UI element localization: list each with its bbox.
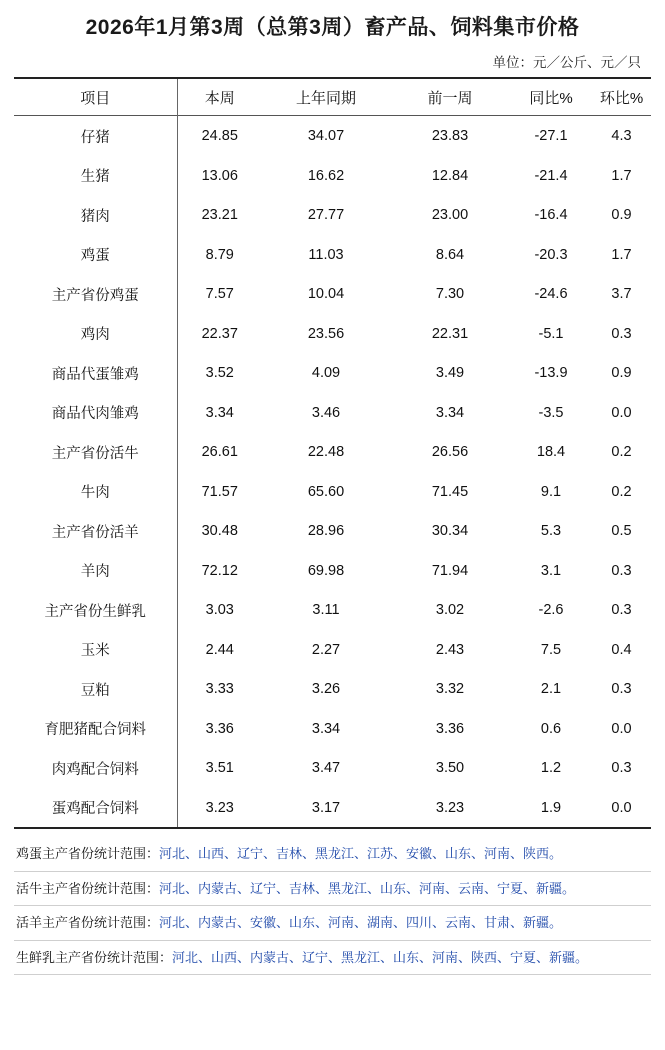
- cell-mom: 0.2: [611, 483, 632, 500]
- cell-prev-week: 71.45: [431, 483, 469, 500]
- footnote-value: 河北、山西、内蒙古、辽宁、黑龙江、山东、河南、陕西、宁夏、新疆。: [172, 949, 589, 965]
- cell-mom: 0.2: [611, 444, 632, 461]
- cell-prev-week: 7.30: [435, 286, 465, 303]
- footnote-value: 河北、山西、辽宁、吉林、黑龙江、江苏、安徽、山东、河南、陕西。: [159, 846, 563, 862]
- cell-prev-week: 23.83: [431, 128, 469, 145]
- cell-last-year: 22.48: [307, 444, 345, 461]
- cell-last-year: 27.77: [307, 207, 345, 224]
- table-row: [14, 630, 651, 670]
- cell-yoy: -13.9: [534, 365, 568, 382]
- cell-item: 主产省份活牛: [51, 445, 139, 462]
- table-row: [14, 669, 651, 709]
- table-row: [14, 353, 651, 393]
- cell-last-year: 28.96: [307, 523, 345, 540]
- column-header-prev-week: 前一周: [427, 89, 473, 107]
- table-row: [14, 551, 651, 591]
- footnotes: [14, 837, 651, 975]
- footnote-cattle: [14, 872, 651, 907]
- cell-prev-week: 3.34: [435, 404, 465, 421]
- cell-item: 羊肉: [80, 564, 110, 581]
- cell-yoy: 5.3: [540, 523, 562, 540]
- table-row: [14, 274, 651, 314]
- cell-last-year: 34.07: [307, 128, 345, 145]
- table-row: [14, 709, 651, 749]
- table-row: [14, 314, 651, 354]
- table-row: [14, 472, 651, 512]
- cell-last-year: 10.04: [307, 286, 345, 303]
- cell-last-year: 3.34: [311, 720, 341, 737]
- cell-item: 商品代蛋雏鸡: [51, 366, 139, 383]
- cell-week: 23.21: [177, 195, 262, 235]
- cell-prev-week: 3.23: [435, 799, 465, 816]
- cell-week: 24.85: [177, 116, 262, 156]
- cell-mom: 0.0: [611, 720, 632, 737]
- cell-last-year: 16.62: [307, 167, 345, 184]
- cell-mom: 0.3: [611, 602, 632, 619]
- cell-item: 主产省份活羊: [51, 524, 139, 541]
- price-table: [14, 77, 651, 829]
- cell-prev-week: 3.02: [435, 602, 465, 619]
- cell-week: 71.57: [177, 472, 262, 512]
- cell-yoy: -3.5: [538, 404, 564, 421]
- cell-item: 主产省份鸡蛋: [51, 287, 139, 304]
- cell-last-year: 3.47: [311, 760, 341, 777]
- cell-prev-week: 23.00: [431, 207, 469, 224]
- cell-yoy: -27.1: [534, 128, 568, 145]
- cell-mom: 4.3: [611, 128, 632, 145]
- cell-yoy: 2.1: [540, 681, 562, 698]
- cell-prev-week: 30.34: [431, 523, 469, 540]
- table-row: [14, 511, 651, 551]
- cell-week: 72.12: [177, 551, 262, 591]
- cell-prev-week: 22.31: [431, 325, 469, 342]
- cell-week: 3.51: [177, 748, 262, 788]
- table-row: [14, 788, 651, 829]
- cell-prev-week: 3.50: [435, 760, 465, 777]
- footnote-label: 鸡蛋主产省份统计范围：: [16, 846, 160, 862]
- column-header-yoy: 同比%: [529, 89, 573, 107]
- cell-item: 商品代肉雏鸡: [51, 406, 139, 423]
- cell-prev-week: 8.64: [435, 246, 465, 263]
- cell-item: 玉米: [80, 643, 110, 660]
- column-header-last-year: 上年同期: [295, 89, 356, 107]
- table-row: [14, 116, 651, 156]
- cell-item: 生猪: [80, 169, 110, 186]
- cell-mom: 0.0: [611, 404, 632, 421]
- cell-yoy: -5.1: [538, 325, 564, 342]
- unit-note: 单位：元／公斤、元／只: [492, 55, 641, 71]
- cell-prev-week: 3.49: [435, 365, 465, 382]
- footnote-value: 河北、内蒙古、安徽、山东、河南、湖南、四川、云南、甘肃、新疆。: [159, 915, 563, 931]
- cell-yoy: 7.5: [540, 641, 562, 658]
- table-row: [14, 432, 651, 472]
- cell-item: 肉鸡配合饲料: [51, 761, 139, 778]
- page-title: 2026年1月第3周（总第3周）畜产品、饲料集市价格: [85, 16, 580, 39]
- table-row: [14, 195, 651, 235]
- footnote-egg: [14, 837, 651, 872]
- cell-item: 育肥猪配合饲料: [44, 722, 146, 739]
- footnote-label: 活羊主产省份统计范围：: [16, 915, 160, 931]
- cell-mom: 0.3: [611, 681, 632, 698]
- cell-week: 26.61: [177, 432, 262, 472]
- header-row: [14, 78, 651, 116]
- cell-item: 鸡蛋: [80, 248, 110, 265]
- cell-yoy: 1.2: [540, 760, 562, 777]
- cell-last-year: 11.03: [308, 246, 344, 263]
- cell-mom: 0.4: [611, 641, 632, 658]
- cell-last-year: 3.11: [312, 602, 340, 619]
- cell-item: 豆粕: [80, 682, 110, 699]
- cell-yoy: -20.3: [534, 246, 568, 263]
- cell-week: 3.03: [177, 590, 262, 630]
- cell-mom: 0.0: [611, 799, 632, 816]
- cell-week: 7.57: [177, 274, 262, 314]
- cell-prev-week: 3.32: [435, 681, 465, 698]
- column-header-mom: 环比%: [599, 89, 644, 107]
- cell-prev-week: 12.84: [431, 167, 469, 184]
- cell-week: 3.23: [177, 788, 262, 829]
- cell-prev-week: 71.94: [431, 562, 469, 579]
- table-header: [14, 78, 651, 116]
- footnote-milk: [14, 941, 651, 976]
- cell-week: 3.52: [177, 353, 262, 393]
- cell-prev-week: 3.36: [435, 720, 465, 737]
- cell-last-year: 4.09: [311, 365, 341, 382]
- cell-mom: 0.3: [611, 562, 632, 579]
- cell-prev-week: 2.43: [435, 641, 465, 658]
- cell-item: 牛肉: [80, 485, 110, 502]
- table-body: [14, 116, 651, 829]
- column-header-week: 本周: [177, 78, 262, 116]
- cell-last-year: 3.17: [311, 799, 341, 816]
- footnote-label: 生鲜乳主产省份统计范围：: [16, 949, 173, 965]
- cell-yoy: 18.4: [536, 444, 566, 461]
- table-row: [14, 156, 651, 196]
- cell-yoy: 9.1: [540, 483, 562, 500]
- cell-mom: 0.5: [611, 523, 632, 540]
- cell-last-year: 2.27: [311, 641, 341, 658]
- cell-week: 8.79: [177, 235, 262, 275]
- cell-yoy: -2.6: [538, 602, 564, 619]
- cell-last-year: 69.98: [307, 562, 345, 579]
- cell-week: 13.06: [177, 156, 262, 196]
- cell-mom: 1.7: [611, 246, 632, 263]
- cell-last-year: 23.56: [307, 325, 345, 342]
- cell-week: 3.33: [177, 669, 262, 709]
- cell-prev-week: 26.56: [431, 444, 469, 461]
- cell-mom: 0.9: [611, 365, 632, 382]
- cell-item: 主产省份生鲜乳: [44, 603, 146, 620]
- column-header-item: 项目: [80, 89, 111, 107]
- footnote-sheep: [14, 906, 651, 941]
- cell-item: 仔猪: [80, 129, 110, 146]
- table-row: [14, 235, 651, 275]
- cell-mom: 0.9: [611, 207, 632, 224]
- cell-week: 30.48: [177, 511, 262, 551]
- cell-mom: 3.7: [611, 286, 632, 303]
- cell-week: 3.34: [177, 393, 262, 433]
- cell-mom: 0.3: [611, 760, 632, 777]
- table-row: [14, 590, 651, 630]
- table-row: [14, 748, 651, 788]
- cell-last-year: 3.26: [311, 681, 341, 698]
- table-row: [14, 393, 651, 433]
- cell-week: 2.44: [177, 630, 262, 670]
- cell-yoy: 0.6: [540, 720, 562, 737]
- cell-last-year: 65.60: [307, 483, 345, 500]
- cell-item: 猪肉: [80, 208, 110, 225]
- cell-yoy: 1.9: [540, 799, 562, 816]
- cell-last-year: 3.46: [311, 404, 341, 421]
- cell-week: 22.37: [177, 314, 262, 354]
- cell-yoy: -21.4: [534, 167, 568, 184]
- cell-yoy: -24.6: [534, 286, 568, 303]
- cell-week: 3.36: [177, 709, 262, 749]
- footnote-label: 活牛主产省份统计范围：: [16, 880, 160, 896]
- cell-mom: 0.3: [611, 325, 632, 342]
- cell-yoy: 3.1: [540, 562, 562, 579]
- cell-mom: 1.7: [611, 167, 632, 184]
- cell-item: 鸡肉: [80, 327, 110, 344]
- cell-yoy: -16.4: [534, 207, 568, 224]
- cell-item: 蛋鸡配合饲料: [51, 801, 139, 818]
- footnote-value: 河北、内蒙古、辽宁、吉林、黑龙江、山东、河南、云南、宁夏、新疆。: [159, 880, 576, 896]
